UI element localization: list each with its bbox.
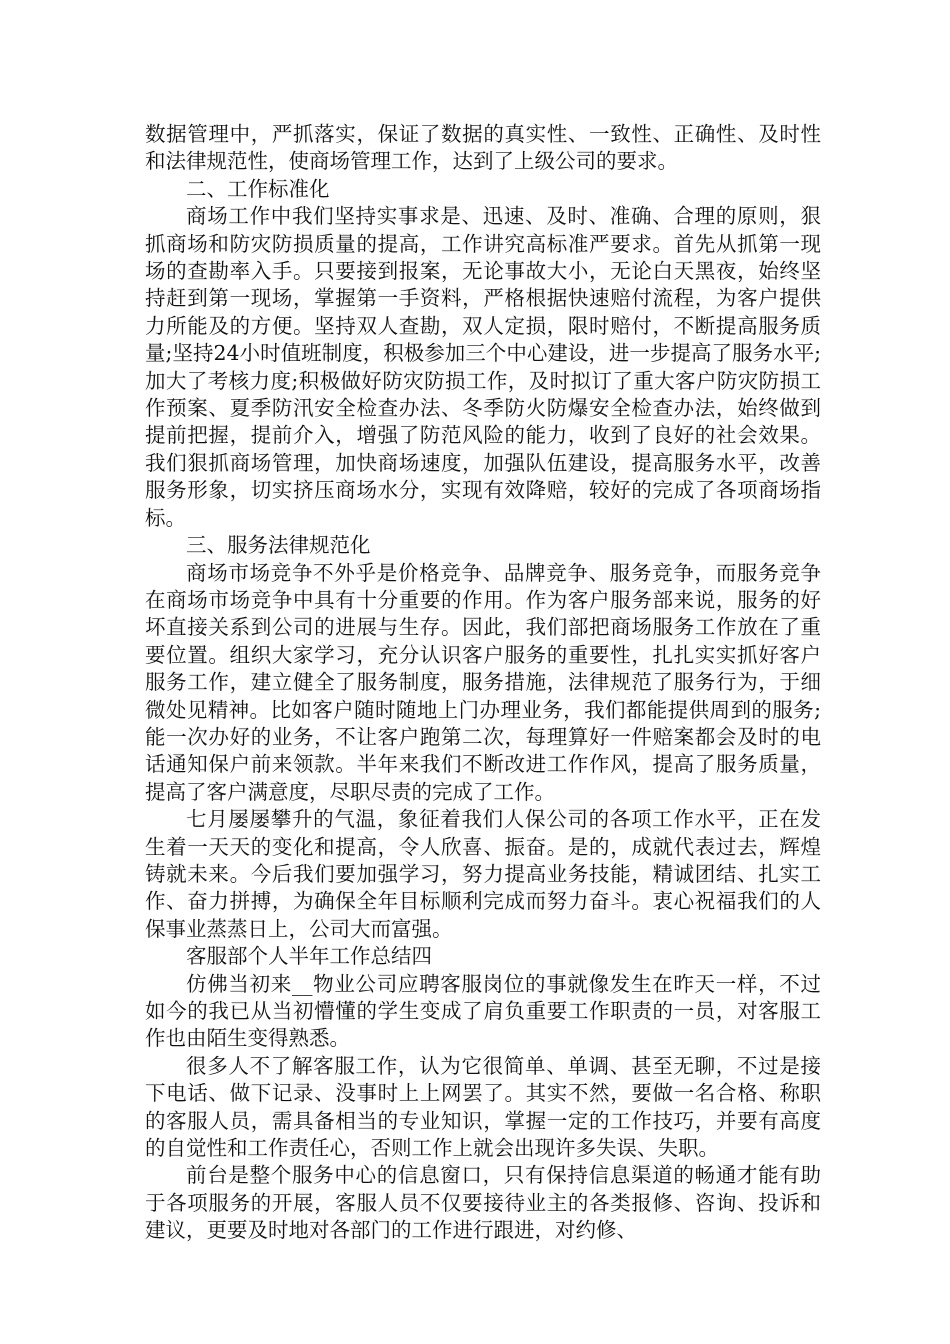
section-title-summary-4: 客服部个人半年工作总结四 [186, 944, 432, 969]
paragraph-work-standard: 商场工作中我们坚持实事求是、迅速、及时、准确、合理的原则，狠抓商场和防灾防损质量的提高，工作讲究高标准严要求。首先从抓第一现场的查勘率入手。只要接到报案，无论事故大小，无论白天黑夜，始终坚持赶到第一现场，掌握第一手资料，严格根据快速赔付流程，为客户提供力所能及的方便。坚持双人查勘，双人定损，限时赔付，不断提高服务质量;坚持24小时值班制度，积极参加三个中心建设，进一步提高了服务水平;加大了考核力度;积极做好防灾防损工作，及时拟订了重大客户防灾防损工作预案、夏季防汛安全检查办法、冬季防火防爆安全检查办法，始终做到提前把握，提前介入，增强了防范风险的能力，收到了良好的社会效果。我们狠抓商场管理，加快商场速度，加强队伍建设，提高服务水平，改善服务形象，切实挤压商场水分，实现有效降赔，较好的完成了各项商场指标。 [145, 204, 821, 530]
document-body [145, 121, 821, 1245]
paragraph-understanding: 很多人不了解客服工作，认为它很简单、单调、甚至无聊，不过是接下电话、做下记录、没事时上上网罢了。其实不然，要做一名合格、称职的客服人员，需具备相当的专业知识，掌握一定的工作技巧，并要有高度的自觉性和工作责任心，否则工作上就会出现许多失误、失职。 [145, 1053, 821, 1161]
paragraph-intro: 仿佛当初来__物业公司应聘客服岗位的事就像发生在昨天一样，不过如今的我已从当初懵懂的学生变成了肩负重要工作职责的一员，对客服工作也由陌生变得熟悉。 [145, 971, 821, 1051]
section-heading-2: 二、工作标准化 [186, 176, 330, 201]
section-heading-3: 三、服务法律规范化 [186, 533, 371, 558]
paragraph-july-summary: 七月屡屡攀升的气温，象征着我们人保公司的各项工作水平，正在发生着一天天的变化和提高，令人欣喜、振奋。是的，成就代表过去，辉煌铸就未来。今后我们要加强学习，努力提高业务技能，精诚团结、扎实工作、奋力拼搏，为确保全年目标顺利完成而努力奋斗。衷心祝福我们的人保事业蒸蒸日上，公司大而富强。 [145, 807, 821, 941]
paragraph-service-standard: 商场市场竞争不外乎是价格竞争、品牌竞争、服务竞争，而服务竞争在商场市场竞争中具有十分重要的作用。作为客户服务部来说，服务的好坏直接关系到公司的进展与生存。因此，我们部把商场服务工作放在了重要位置。组织大家学习，充分认识客户服务的重要性，扎扎实实抓好客户服务工作，建立健全了服务制度，服务措施，法律规范了服务行为，于细微处见精神。比如客户随时随地上门办理业务，我们都能提供周到的服务;能一次办好的业务，不让客户跑第二次，每理算好一件赔案都会及时的电话通知保户前来领款。半年来我们不断改进工作作风，提高了服务质量，提高了客户满意度，尽职尽责的完成了工作。 [145, 560, 821, 804]
paragraph-continuation: 数据管理中，严抓落实，保证了数据的真实性、一致性、正确性、及时性和法律规范性，使商场管理工作，达到了上级公司的要求。 [145, 122, 821, 174]
paragraph-front-desk: 前台是整个服务中心的信息窗口，只有保持信息渠道的畅通才能有助于各项服务的开展，客服人员不仅要接待业主的各类报修、咨询、投诉和建议，更要及时地对各部门的工作进行跟进，对约修、 [145, 1163, 821, 1243]
